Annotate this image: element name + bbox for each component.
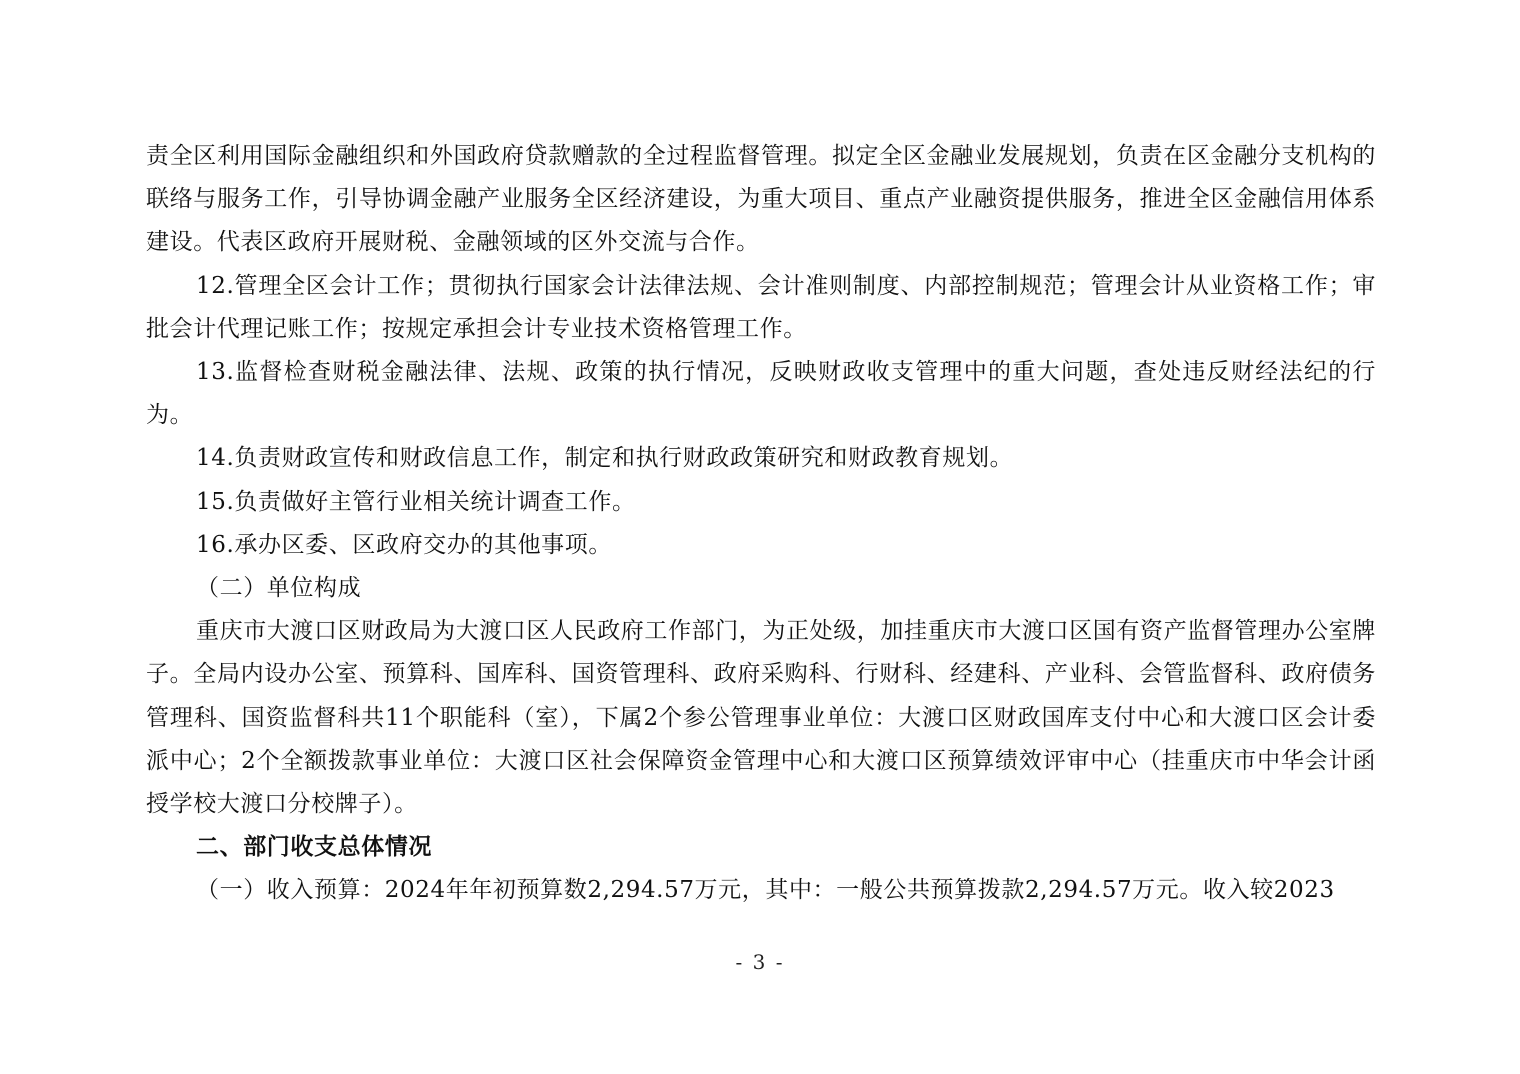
page-number: - 3 - <box>735 950 785 974</box>
paragraph-item-13: 13.监督检查财税金融法律、法规、政策的执行情况，反映财政收支管理中的重大问题，查处违反财经法纪的行为。 <box>146 359 1376 429</box>
paragraph-item-16: 16.承办区委、区政府交办的其他事项。 <box>196 531 612 558</box>
paragraph-income-budget: （一）收入预算：2024年年初预算数2,294.57万元，其中：一般公共预算拨款2,294.57万元。收入较2023 <box>196 877 1335 904</box>
paragraph-unit-composition: 重庆市大渡口区财政局为大渡口区人民政府工作部门，为正处级，加挂重庆市大渡口区国有资产监督管理办公室牌子。全局内设办公室、预算科、国库科、国资管理科、政府采购科、行财科、经建科、产业科、会管监督科、政府债务管理科、国资监督科共11个职能科（室），下属2个参公管理事业单位：大渡口区财政国库支付中心和大渡口区会计委派中心；2个全额拨款事业单位：大渡口区社会保障资金管理中心和大渡口区预算绩效评审中心（挂重庆市中华会计函授学校大渡口分校牌子）。 <box>146 618 1376 818</box>
paragraph-item-15: 15.负责做好主管行业相关统计调查工作。 <box>196 488 636 515</box>
paragraph-item-12: 12.管理全区会计工作；贯彻执行国家会计法律法规、会计准则制度、内部控制规范；管理会计从业资格工作；审批会计代理记账工作；按规定承担会计专业技术资格管理工作。 <box>146 272 1376 342</box>
section-heading: 二、部门收支总体情况 <box>196 834 432 861</box>
paragraph-item-14: 14.负责财政宣传和财政信息工作，制定和执行财政政策研究和财政教育规划。 <box>196 445 1014 472</box>
document-body <box>146 135 1376 913</box>
subheading-unit-composition: （二）单位构成 <box>196 575 362 602</box>
paragraph-continuation: 责全区利用国际金融组织和外国政府贷款赠款的全过程监督管理。拟定全区金融业发展规划，负责在区金融分支机构的联络与服务工作，引导协调金融产业服务全区经济建设，为重大项目、重点产业融资提供服务，推进全区金融信用体系建设。代表区政府开展财税、金融领域的区外交流与合作。 <box>146 143 1376 256</box>
